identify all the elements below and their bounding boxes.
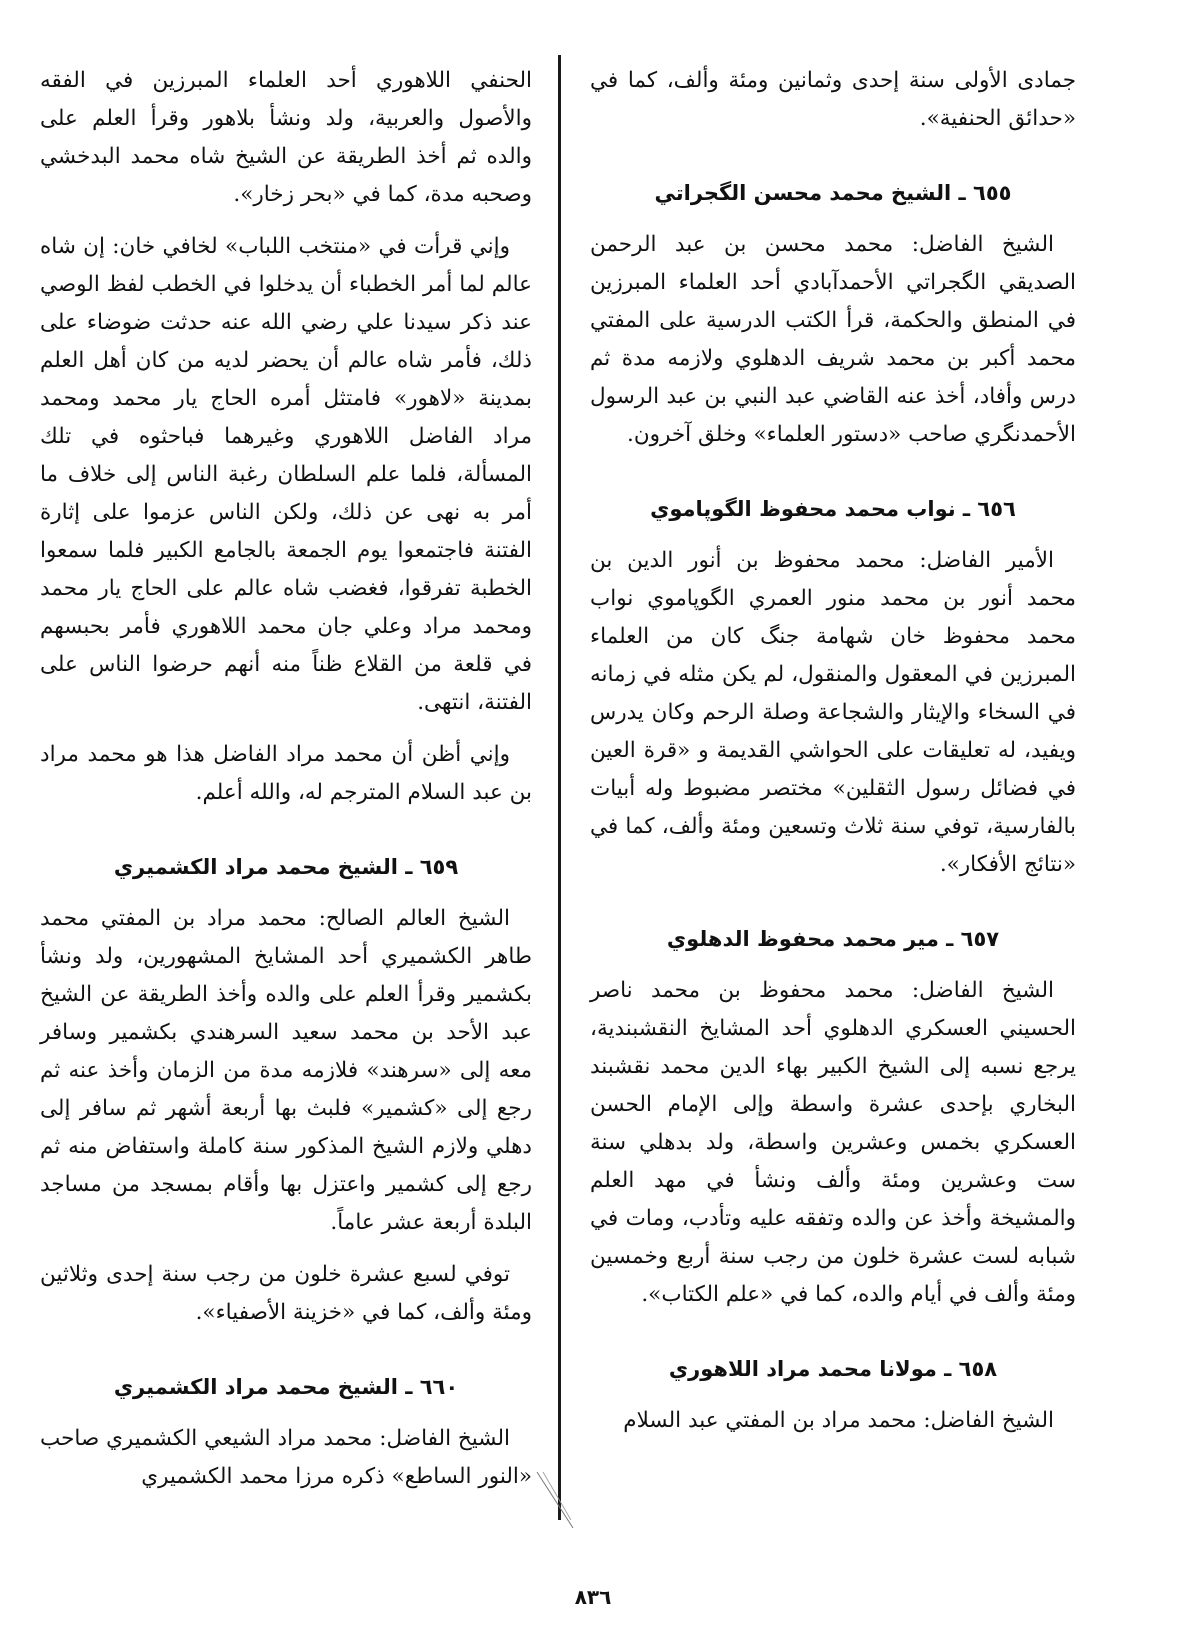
entry-658-text: الشيخ الفاضل: محمد مراد بن المفتي عبد السلام <box>623 1408 1054 1433</box>
scan-artifact-icon <box>535 1470 575 1530</box>
entry-656-heading: ٦٥٦ ـ نواب محمد محفوظ الگوپاموي <box>650 497 1016 521</box>
author-note-paragraph: وإني أظن أن محمد مراد الفاضل هذا هو محمد مراد بن عبد السلام المترجم له، والله أعلم. <box>40 742 532 805</box>
entry-660-heading: ٦٦٠ ـ الشيخ محمد مراد الكشميري <box>113 1375 459 1399</box>
entry-659-text: الشيخ العالم الصالح: محمد مراد بن المفتي محمد طاهر الكشميري أحد المشايخ المشهورين، ولد ونشأ بكشمير وقرأ العلم على والده وأخذ الطريقة عن الشيخ عبد الأحد بن محمد سعيد السرهندي بكشمير وسافر معه إلى «سرهند» فلازمه مدة من الزمان وأخذ عنه ثم رجع إلى «كشمير» فلبث بها أربعة أشهر ثم سافر إلى دهلي ولازم الشيخ المذكور سنة كاملة واستفاض منه ثم رجع إلى كشمير واعتزل بها وأقام بمسجد من مساجد البلدة أربعة عشر عاماً. <box>40 906 532 1235</box>
right-column <box>590 62 1076 1454</box>
entry-658-continuation: الحنفي اللاهوري أحد العلماء المبرزين في الفقه والأصول والعربية، ولد ونشأ بلاهور وقرأ العلم على والده ثم أخذ الطريقة عن الشيخ شاه محمد البدخشي وصحبه مدة، كما في «بحر زخار». <box>40 68 532 207</box>
entry-660-text: الشيخ الفاضل: محمد مراد الشيعي الكشميري صاحب «النور الساطع» ذكره مرزا محمد الكشميري <box>40 1426 532 1489</box>
continuation-paragraph: جمادى الأولى سنة إحدى وثمانين ومئة وألف، كما في «حدائق الحنفية». <box>590 68 1076 131</box>
entry-655-heading: ٦٥٥ ـ الشيخ محمد محسن الگجراتي <box>654 181 1012 205</box>
entry-657-heading: ٦٥٧ ـ مير محمد محفوظ الدهلوي <box>666 927 1000 951</box>
entry-659-heading: ٦٥٩ ـ الشيخ محمد مراد الكشميري <box>113 855 459 879</box>
column-divider <box>558 55 561 1520</box>
entry-659-death: توفي لسبع عشرة خلون من رجب سنة إحدى وثلاثين ومئة وألف، كما في «خزينة الأصفياء». <box>40 1262 532 1325</box>
entry-655-text: الشيخ الفاضل: محمد محسن بن عبد الرحمن الصديقي الگجراتي الأحمدآبادي أحد العلماء المبرزين في المنطق والحكمة، قرأ الكتب الدرسية على المفتي محمد أكبر بن محمد شريف الدهلوي ولازمه مدة ثم درس وأفاد، أخذ عنه القاضي عبد النبي بن عبد الرسول الأحمدنگري صاحب «دستور العلماء» وخلق آخرون. <box>590 232 1076 447</box>
khafi-khan-paragraph: وإني قرأت في «منتخب اللباب» لخافي خان: إن شاه عالم لما أمر الخطباء أن يدخلوا في الخطب لفظ الوصي عند ذكر سيدنا علي رضي الله عنه حدثت ضوضاء على ذلك، فأمر شاه عالم أن يحضر لديه من كان أهل العلم بمدينة «لاهور» فامتثل أمره الحاج يار محمد ومحمد مراد الفاضل اللاهوري وغيرهما فباحثوه في تلك المسألة، فلما علم السلطان رغبة الناس إلى خلاف ما أمر به نهى عن ذلك، ولكن الناس عزموا على إثارة الفتنة فاجتمعوا يوم الجمعة بالجامع الكبير فلما سمعوا الخطبة تفرقوا، فغضب شاه عالم على الحاج يار محمد ومحمد مراد وعلي جان محمد اللاهوري فأمر بحبسهم في قلعة من القلاع ظناً منه أنهم حرضوا الناس على الفتنة، انتهى. <box>40 234 532 715</box>
entry-658-heading: ٦٥٨ ـ مولانا محمد مراد اللاهوري <box>668 1357 998 1381</box>
page-number: ٨٣٦ <box>574 1585 612 1609</box>
entry-656-text: الأمير الفاضل: محمد محفوظ بن أنور الدين بن محمد أنور بن محمد منور العمري الگوپاموي نواب محمد محفوظ خان شهامة جنگ كان من العلماء المبرزين في المعقول والمنقول، لم يكن مثله في زمانه في السخاء والإيثار والشجاعة وصلة الرحم وكان يدرس ويفيد، له تعليقات على الحواشي القديمة و «قرة العين في فضائل رسول الثقلين» مختصر مضبوط وله أبيات بالفارسية، توفي سنة ثلاث وتسعين ومئة وألف، كما في «نتائج الأفكار». <box>590 548 1076 877</box>
entry-657-text: الشيخ الفاضل: محمد محفوظ بن محمد ناصر الحسيني العسكري الدهلوي أحد المشايخ النقشبندية، يرجع نسبه إلى الشيخ الكبير بهاء الدين محمد نقشبند البخاري بإحدى عشرة واسطة وإلى الإمام الحسن العسكري بخمس وعشرين واسطة، ولد بدهلي سنة ست وعشرين ومئة وألف ونشأ في مهد العلم والمشيخة وأخذ عن والده وتفقه عليه وتأدب، ومات في شبابه لست عشرة خلون من رجب سنة أربع وخمسين ومئة وألف في أيام والده، كما في «علم الكتاب». <box>590 978 1076 1307</box>
left-column <box>40 62 532 1510</box>
